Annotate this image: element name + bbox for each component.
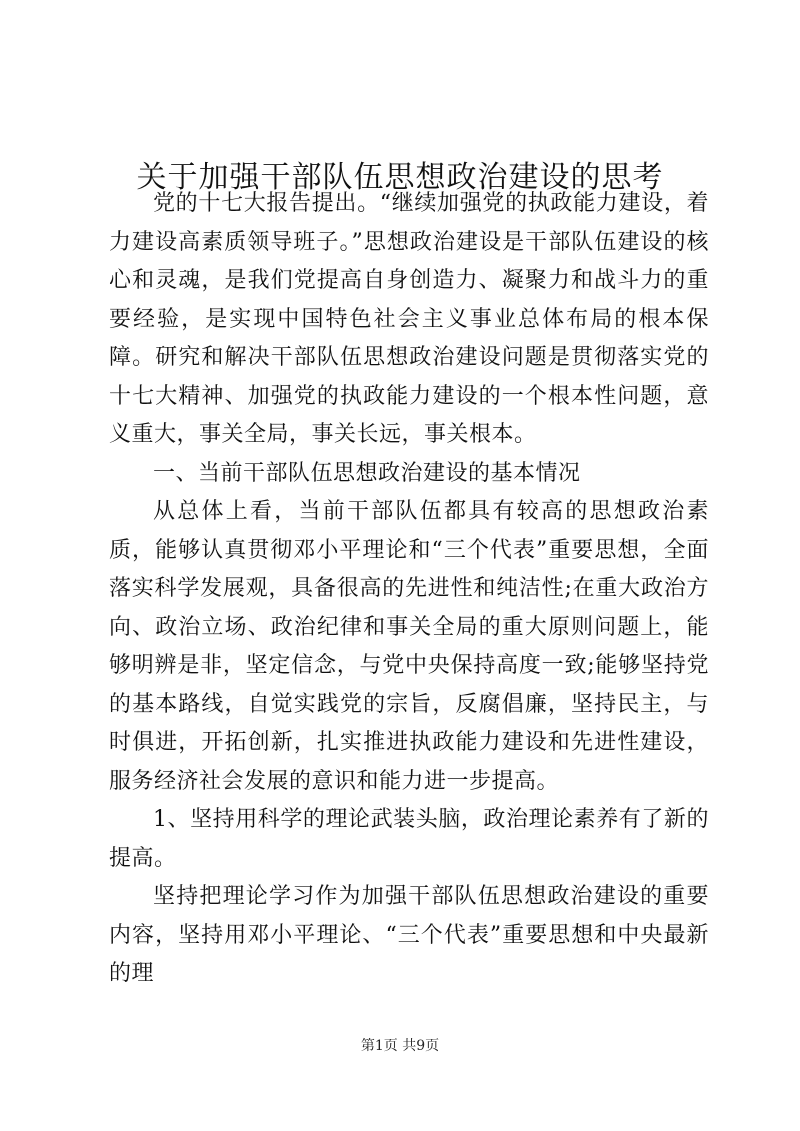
- paragraph-theory-study: 坚持把理论学习作为加强干部队伍思想政治建设的重要内容，坚持用邓小平理论、“三个代表”重要思想和中央最新的理: [109, 884, 709, 986]
- subheading-1: 1、坚持用科学的理论武装头脑，政治理论素养有了新的提高。: [109, 807, 709, 871]
- page-number-footer: 第1页 共9页: [360, 1038, 440, 1054]
- document-body: [109, 185, 709, 994]
- paragraph-intro: 党的十七大报告提出。“继续加强党的执政能力建设，着力建设高素质领导班子。”思想政治建设是干部队伍建设的核心和灵魂，是我们党提高自身创造力、凝聚力和战斗力的重要经验，是实现中国特色社会主义事业总体布局的根本保障。研究和解决干部队伍思想政治建设问题是贯彻落实党的十七大精神、加强党的执政能力建设的一个根本性问题，意义重大，事关全局，事关长远，事关根本。: [109, 191, 709, 447]
- paragraph-overview: 从总体上看，当前干部队伍都具有较高的思想政治素质，能够认真贯彻邓小平理论和“三个代表”重要思想，全面落实科学发展观，具备很高的先进性和纯洁性;在重大政治方向、政治立场、政治纪律和事关全局的重大原则问题上，能够明辨是非，坚定信念，与党中央保持高度一致;能够坚持党的基本路线，自觉实践党的宗旨，反腐倡廉，坚持民主，与时俱进，开拓创新，扎实推进执政能力建设和先进性建设，服务经济社会发展的意识和能力进一步提高。: [109, 499, 709, 794]
- section-heading-1: 一、当前干部队伍思想政治建设的基本情况: [153, 460, 581, 486]
- document-title: 关于加强干部队伍思想政治建设的思考: [136, 160, 664, 196]
